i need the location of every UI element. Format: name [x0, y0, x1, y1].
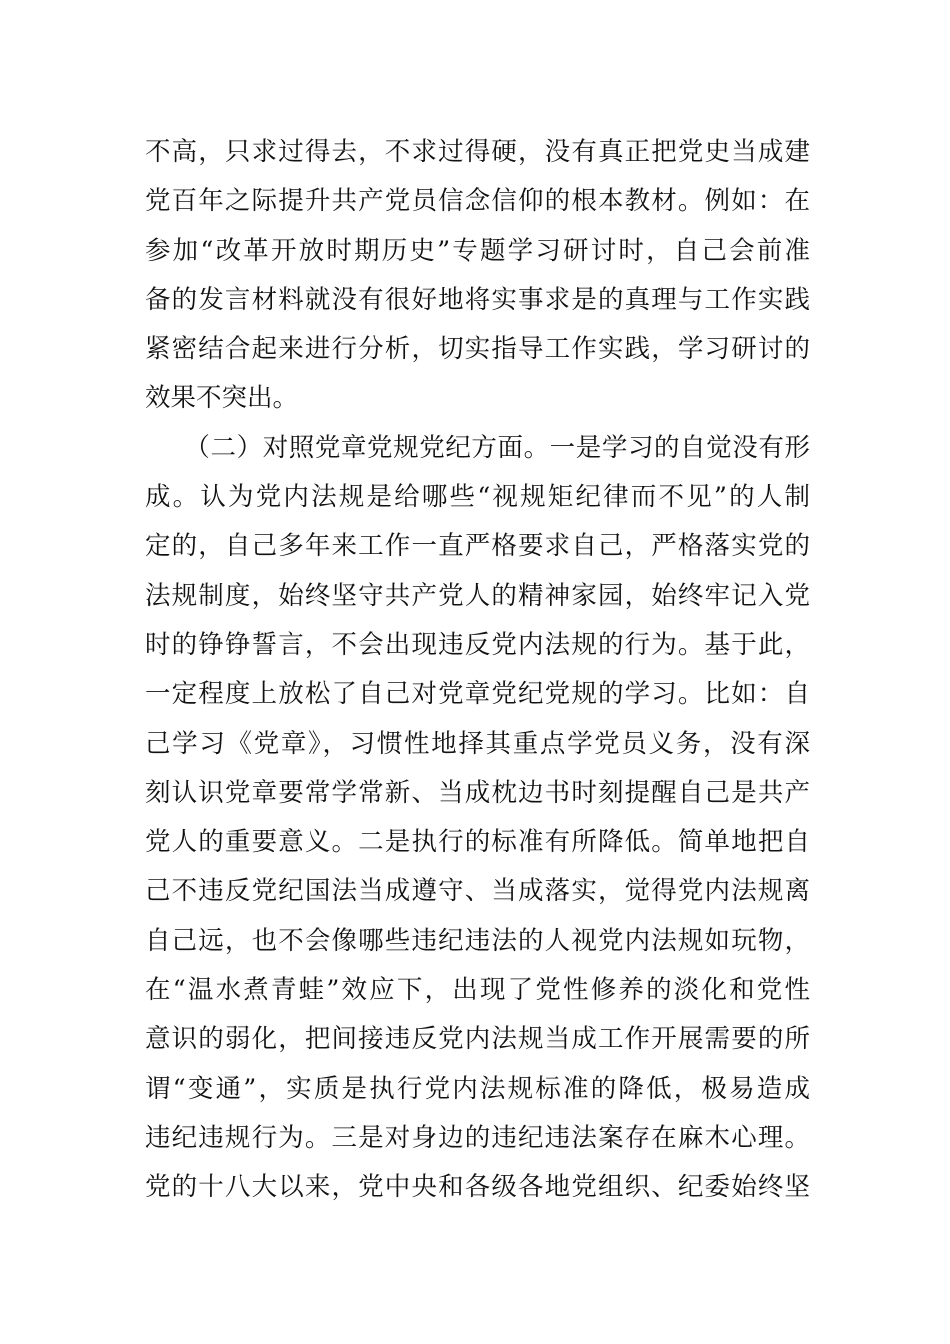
text-line: 时的铮铮誓言，不会出现违反党内法规的行为。基于此， — [145, 629, 810, 660]
text-line: 不高，只求过得去，不求过得硬，没有真正把党史当成建 — [145, 137, 810, 167]
document-body — [145, 128, 810, 1213]
text-line: （二）对照党章党规党纪方面。一是学习的自觉没有形 — [145, 432, 810, 463]
text-line: 党人的重要意义。二是执行的标准有所降低。简单地把自 — [145, 827, 810, 858]
text-line: 违纪违规行为。三是对身边的违纪违法案存在麻木心理。 — [145, 1122, 810, 1153]
text-line: 谓“变通”，实质是执行党内法规标准的降低，极易造成 — [145, 1073, 810, 1104]
text-line: 己不违反党纪国法当成遵守、当成落实，觉得党内法规离 — [145, 876, 810, 907]
text-line: 成。认为党内法规是给哪些“视规矩纪律而不见”的人制 — [145, 482, 810, 513]
text-line: 备的发言材料就没有很好地将实事求是的真理与工作实践 — [145, 284, 810, 315]
text-line: 一定程度上放松了自己对党章党纪党规的学习。比如：自 — [145, 679, 810, 710]
text-line: 效果不突出。 — [145, 383, 299, 414]
text-line: 参加“改革开放时期历史”专题学习研讨时，自己会前准 — [145, 235, 810, 266]
text-line: 党百年之际提升共产党员信念信仰的根本教材。例如：在 — [145, 186, 810, 217]
text-line: 刻认识党章要常学常新、当成枕边书时刻提醒自己是共产 — [145, 777, 810, 808]
text-line: 在“温水煮青蛙”效应下，出现了党性修养的淡化和党性 — [145, 975, 810, 1006]
text-line: 紧密结合起来进行分析，切实指导工作实践，学习研讨的 — [145, 334, 810, 365]
text-line: 法规制度，始终坚守共产党人的精神家园，始终牢记入党 — [145, 580, 810, 611]
text-line: 意识的弱化，把间接违反党内法规当成工作开展需要的所 — [145, 1024, 810, 1055]
text-line: 己学习《党章》，习惯性地择其重点学党员义务，没有深 — [145, 728, 810, 759]
text-line: 定的，自己多年来工作一直严格要求自己，严格落实党的 — [145, 531, 810, 562]
text-line: 自己远，也不会像哪些违纪违法的人视党内法规如玩物， — [145, 925, 810, 956]
text-line: 党的十八大以来，党中央和各级各地党组织、纪委始终坚 — [145, 1172, 810, 1203]
